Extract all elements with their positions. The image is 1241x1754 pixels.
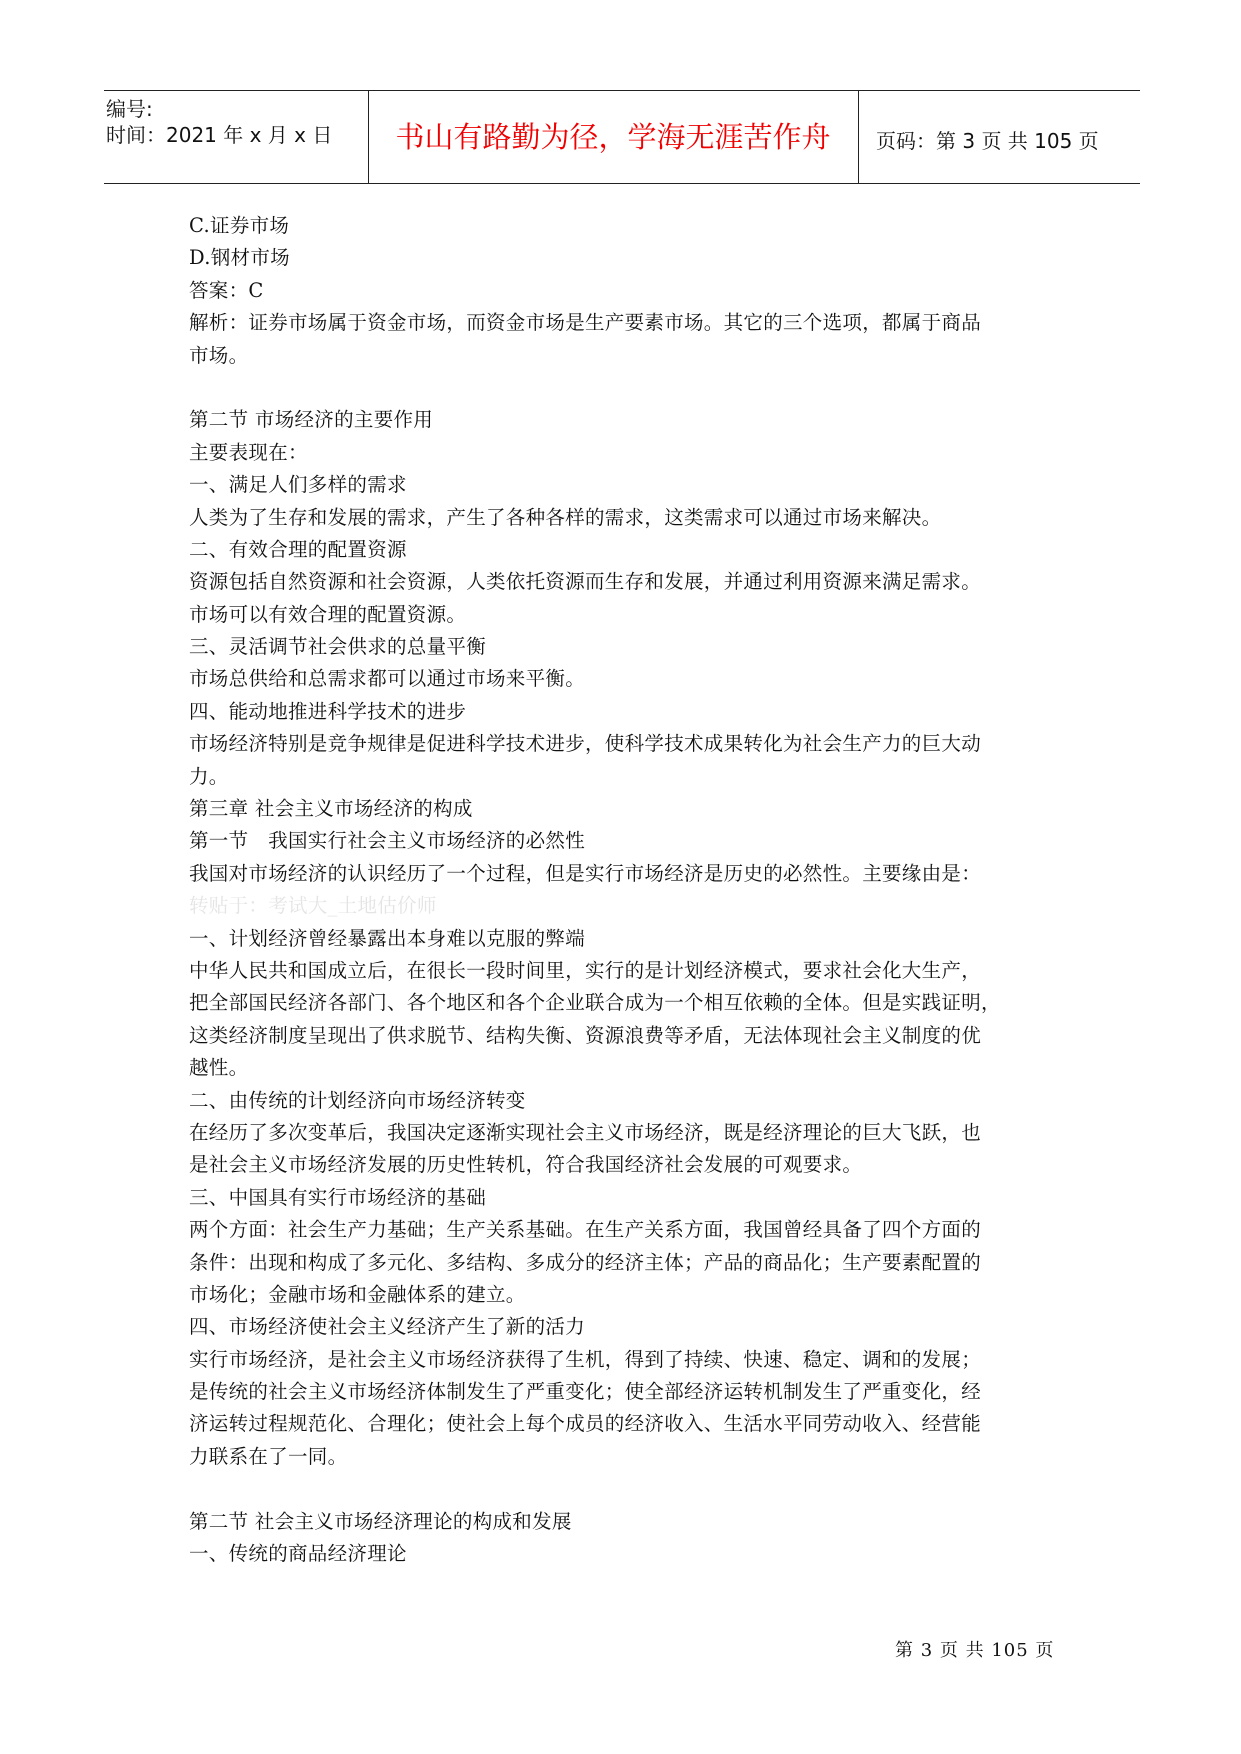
body-line: 四、能动地推进科学技术的进步 bbox=[189, 699, 467, 723]
body-line: 一、满足人们多样的需求 bbox=[189, 473, 407, 497]
body-line: 在经历了多次变革后，我国决定逐渐实现社会主义市场经济，既是经济理论的巨大飞跃，也 bbox=[189, 1120, 982, 1144]
body-line: 这类经济制度呈现出了供求脱节、结构失衡、资源浪费等矛盾，无法体现社会主义制度的优 bbox=[189, 1023, 982, 1047]
body-line: 越性。 bbox=[189, 1056, 249, 1080]
body-line: 第二节 市场经济的主要作用 bbox=[189, 408, 434, 432]
body-line: 三、中国具有实行市场经济的基础 bbox=[189, 1185, 487, 1209]
body-line: 三、灵活调节社会供求的总量平衡 bbox=[189, 635, 487, 659]
body-line: D.钢材市场 bbox=[189, 246, 290, 270]
header-page-cell bbox=[858, 91, 1140, 183]
page-header bbox=[104, 90, 1140, 184]
body-line: 市场化；金融市场和金融体系的建立。 bbox=[189, 1282, 526, 1306]
blank-line bbox=[189, 372, 1069, 404]
body-line: 二、由传统的计划经济向市场经济转变 bbox=[189, 1088, 526, 1112]
body-line: C.证券市场 bbox=[189, 214, 290, 237]
header-page-number: 页码：第 3 页 共 105 页 bbox=[876, 129, 1099, 153]
body-line: 把全部国民经济各部门、各个地区和各个企业联合成为一个相互依赖的全体。但是实践证明， bbox=[189, 991, 1001, 1015]
body-line: 力联系在了一同。 bbox=[189, 1444, 348, 1468]
body-line: 第二节 社会主义市场经济理论的构成和发展 bbox=[189, 1509, 572, 1533]
document-number-label: 编号: bbox=[106, 97, 153, 121]
body-line: 中华人民共和国成立后，在很长一段时间里，实行的是计划经济模式，要求社会化大生产， bbox=[189, 958, 982, 982]
body-line: 市场。 bbox=[189, 343, 249, 367]
header-motto: 书山有路勤为径，学海无涯苦作舟 bbox=[395, 120, 831, 154]
body-line: 主要表现在： bbox=[189, 440, 308, 464]
page-footer: 第 3 页 共 105 页 bbox=[895, 1640, 1055, 1661]
body-line: 市场经济特别是竞争规律是促进科学技术进步，使科学技术成果转化为社会生产力的巨大动 bbox=[189, 732, 982, 756]
body-line: 第三章 社会主义市场经济的构成 bbox=[189, 797, 473, 821]
body-line: 济运转过程规范化、合理化；使社会上每个成员的经济收入、生活水平同劳动收入、经营能 bbox=[189, 1412, 982, 1436]
body-line: 资源包括自然资源和社会资源，人类依托资源而生存和发展，并通过利用资源来满足需求。 bbox=[189, 570, 982, 594]
body-line: 解析：证券市场属于资金市场，而资金市场是生产要素市场。其它的三个选项，都属于商品 bbox=[189, 311, 982, 335]
body-line: 力。 bbox=[189, 764, 229, 788]
document-time-label: 时间：2021 年 x 月 x 日 bbox=[106, 123, 333, 147]
document-body bbox=[189, 210, 1069, 1570]
header-meta-cell bbox=[104, 91, 369, 183]
body-line: 第一节 我国实行社会主义市场经济的必然性 bbox=[189, 829, 586, 853]
body-line: 是传统的社会主义市场经济体制发生了严重变化；使全部经济运转机制发生了严重变化，经 bbox=[189, 1380, 982, 1404]
body-line: 条件：出现和构成了多元化、多结构、多成分的经济主体；产品的商品化；生产要素配置的 bbox=[189, 1250, 982, 1274]
body-line: 二、有效合理的配置资源 bbox=[189, 537, 407, 561]
body-line: 市场可以有效合理的配置资源。 bbox=[189, 602, 467, 626]
body-line: 一、传统的商品经济理论 bbox=[189, 1542, 407, 1566]
body-line: 答案：C bbox=[189, 278, 264, 302]
watermark-text: 转贴于：考试大_土地估价师 bbox=[189, 894, 437, 918]
body-line: 实行市场经济，是社会主义市场经济获得了生机，得到了持续、快速、稳定、调和的发展； bbox=[189, 1347, 982, 1371]
body-line: 两个方面：社会生产力基础；生产关系基础。在生产关系方面，我国曾经具备了四个方面的 bbox=[189, 1218, 982, 1242]
body-line: 四、市场经济使社会主义经济产生了新的活力 bbox=[189, 1315, 586, 1339]
body-line: 市场总供给和总需求都可以通过市场来平衡。 bbox=[189, 667, 586, 691]
blank-line bbox=[189, 1473, 1069, 1505]
body-line: 是社会主义市场经济发展的历史性转机，符合我国经济社会发展的可观要求。 bbox=[189, 1153, 863, 1177]
body-line: 我国对市场经济的认识经历了一个过程，但是实行市场经济是历史的必然性。主要缘由是： bbox=[189, 861, 982, 885]
header-motto-cell bbox=[368, 91, 859, 183]
body-line: 人类为了生存和发展的需求，产生了各种各样的需求，这类需求可以通过市场来解决。 bbox=[189, 505, 942, 529]
body-line: 一、计划经济曾经暴露出本身难以克服的弊端 bbox=[189, 926, 586, 950]
